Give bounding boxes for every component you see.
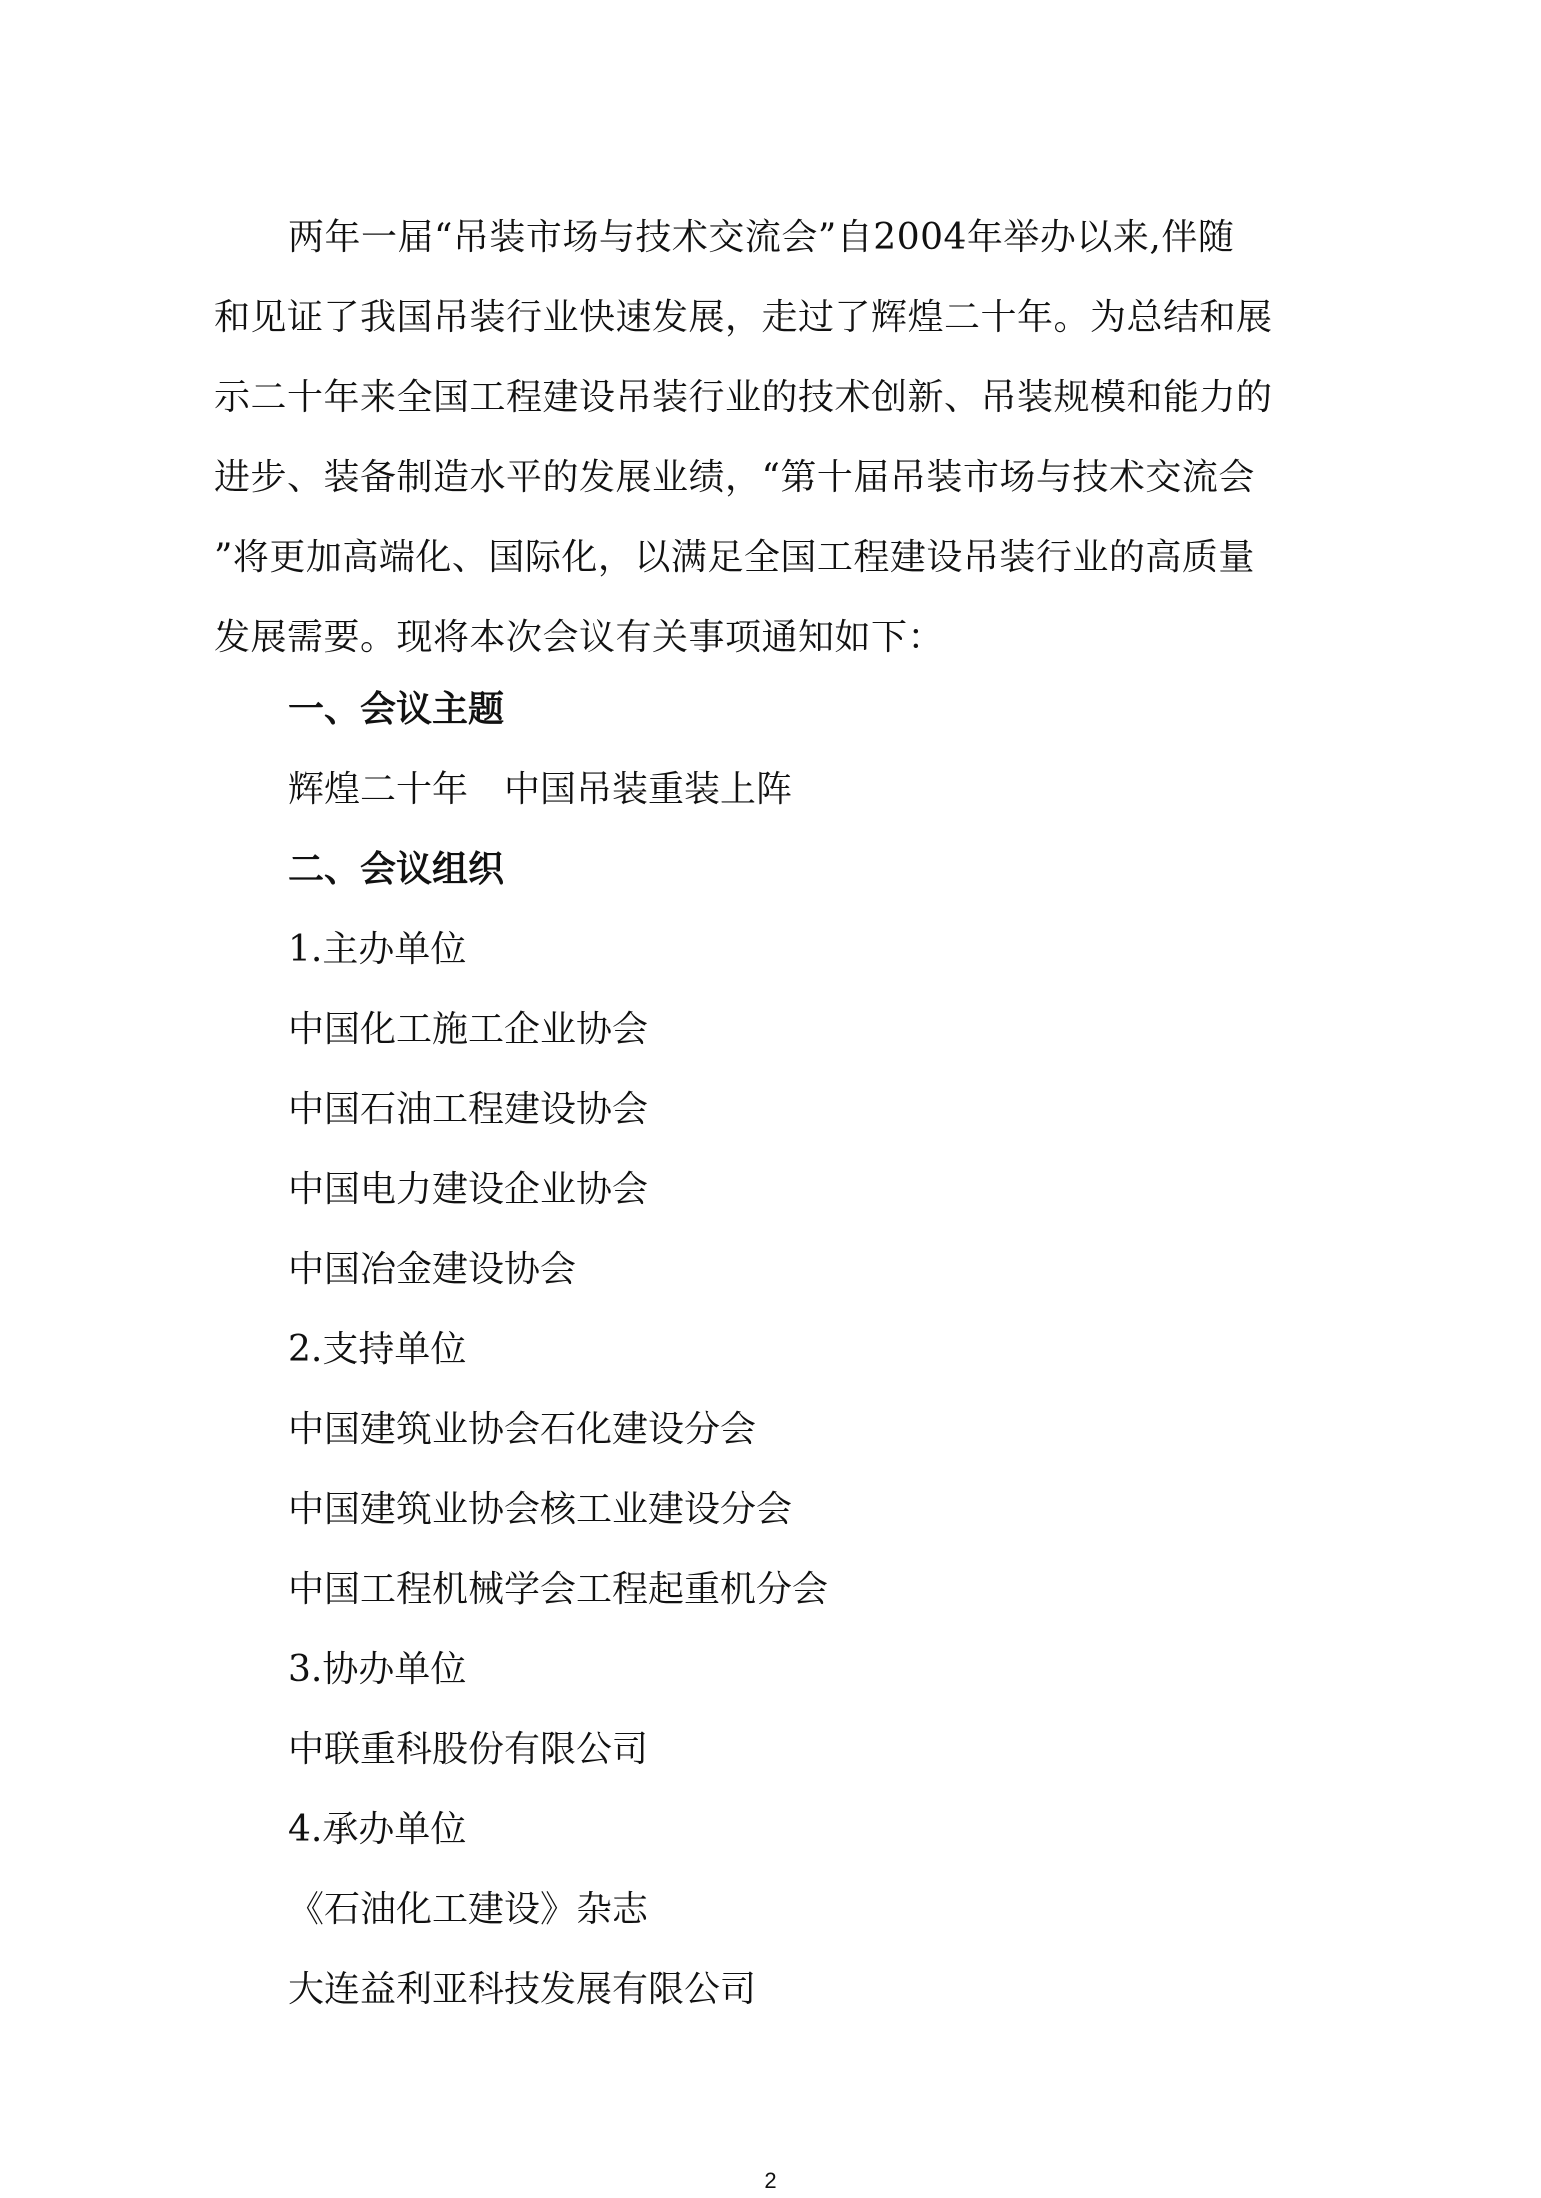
support-item: 中国建筑业协会石化建设分会 [288,1409,757,1450]
meeting-theme: 辉煌二十年 中国吊装重装上阵 [288,769,793,810]
host-item: 中国化工施工企业协会 [288,1009,649,1050]
section-heading-theme: 一、会议主题 [288,689,505,730]
organizer-label: 4.承办单位 [288,1809,467,1850]
intro-line: 示二十年来全国工程建设吊装行业的技术创新、吊装规模和能力的 [214,377,1273,418]
section-heading-organization: 二、会议组织 [288,849,505,890]
intro-line: 和见证了我国吊装行业快速发展，走过了辉煌二十年。为总结和展 [214,297,1273,338]
organizer-item: 大连益利亚科技发展有限公司 [288,1969,757,2010]
support-item: 中国建筑业协会核工业建设分会 [288,1489,793,1530]
intro-line: 发展需要。现将本次会议有关事项通知如下： [214,617,945,658]
host-item: 中国冶金建设协会 [288,1249,577,1290]
intro-line: ”将更加高端化、国际化，以满足全国工程建设吊装行业的高质量 [214,537,1255,578]
support-label: 2.支持单位 [288,1329,467,1370]
intro-line: 两年一届“吊装市场与技术交流会”自2004年举办以来,伴随 [288,217,1235,258]
page-number: 2 [764,2168,777,2193]
support-item: 中国工程机械学会工程起重机分会 [288,1569,829,1610]
notice-body [288,670,1288,2030]
intro-line: 进步、装备制造水平的发展业绩，“第十届吊装市场与技术交流会 [214,457,1255,498]
host-item: 中国石油工程建设协会 [288,1089,649,1130]
host-label: 1.主办单位 [288,929,467,970]
intro-paragraph [214,198,1296,678]
host-item: 中国电力建设企业协会 [288,1169,649,1210]
co-organizer-label: 3.协办单位 [288,1649,467,1690]
organizer-item: 《石油化工建设》杂志 [288,1889,649,1930]
co-organizer-item: 中联重科股份有限公司 [288,1729,649,1770]
